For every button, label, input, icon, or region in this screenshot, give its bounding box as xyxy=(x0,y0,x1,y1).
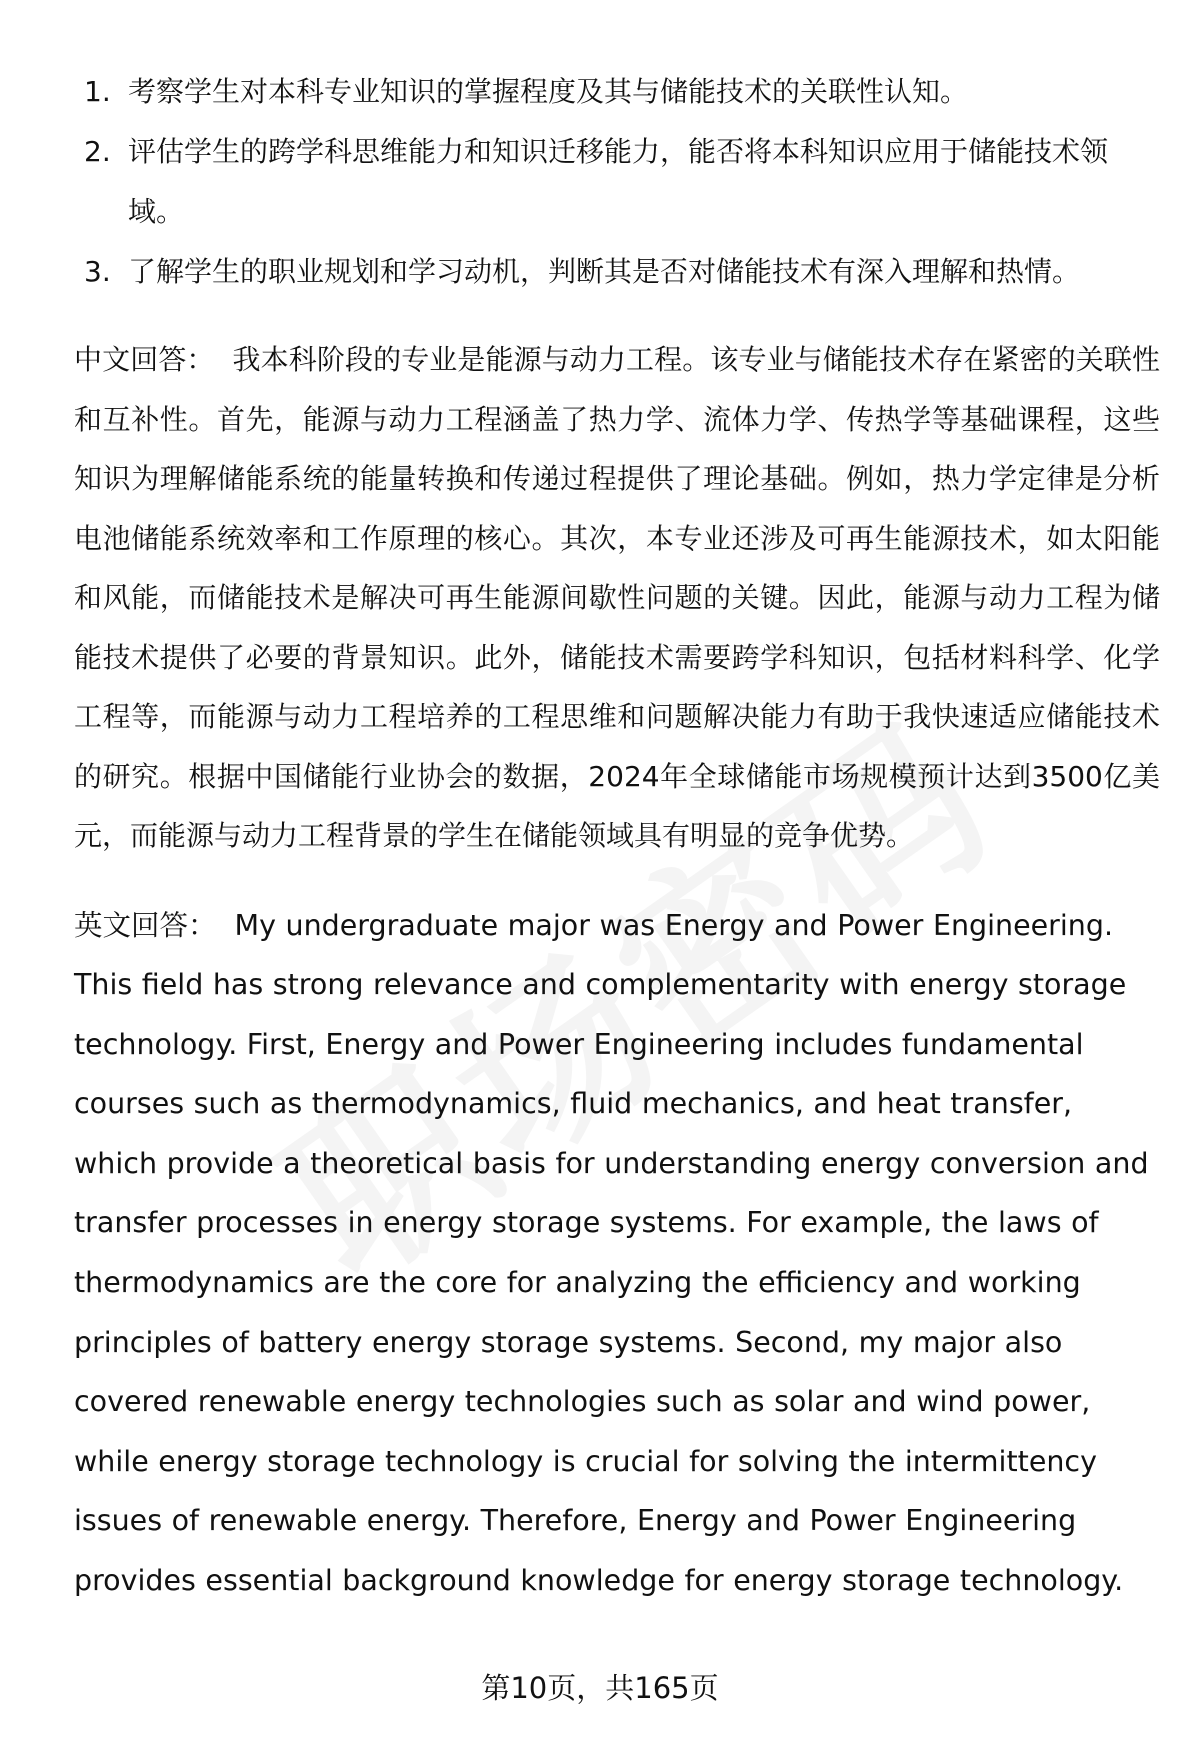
list-item xyxy=(74,62,1160,122)
english-answer-paragraph xyxy=(74,896,1160,1611)
list-item xyxy=(74,122,1160,242)
page-indicator: 第10页，共165页 xyxy=(481,1671,719,1705)
evaluation-points-list xyxy=(74,62,1160,302)
chinese-answer-text: 我本科阶段的专业是能源与动力工程。该专业与储能技术存在紧密的关联性和互补性。首先，能源与动力工程涵盖了热力学、流体力学、传热学等基础课程，这些知识为理解储能系统的能量转换和传递过程提供了理论基础。例如，热力学定律是分析电池储能系统效率和工作原理的核心。其次，本专业还涉及可再生能源技术，如太阳能和风能，而储能技术是解决可再生能源间歇性问题的关键。因此，能源与动力工程为储能技术提供了必要的背景知识。此外，储能技术需要跨学科知识，包括材料科学、化学工程等，而能源与动力工程培养的工程思维和问题解决能力有助于我快速适应储能技术的研究。根据中国储能行业协会的数据，2024年全球储能市场规模预计达到3500亿美元，而能源与动力工程背景的学生在储能领域具有明显的竞争优势。 xyxy=(74,343,1160,852)
english-answer-label: 英文回答： xyxy=(74,908,217,942)
list-item-number: 2. xyxy=(84,135,111,168)
chinese-answer-paragraph xyxy=(74,330,1160,866)
english-answer-text: My undergraduate major was Energy and Power Engineering. This field has strong relevance and complementarity with energy storage technology. First, Energy and Power Engineering includes fundamental courses such as thermodynamics, fluid mechanics, and heat transfer, which provide a theoretical basis for understanding energy conversion and transfer processes in energy storage systems. For example, the laws of thermodynamics are the core for analyzing the efficiency and working principles of battery energy storage systems. Second, my major also covered renewable energy technologies such as solar and wind power, while energy storage technology is crucial for solving the intermittency issues of renewable energy. Therefore, Energy and Power Engineering provides essential background knowledge for energy storage technology. xyxy=(74,908,1149,1598)
chinese-answer-label: 中文回答： xyxy=(74,343,215,376)
list-item-number: 1. xyxy=(84,75,111,108)
list-item-text: 考察学生对本科专业知识的掌握程度及其与储能技术的关联性认知。 xyxy=(128,75,969,108)
list-item-text: 了解学生的职业规划和学习动机，判断其是否对储能技术有深入理解和热情。 xyxy=(128,255,1081,288)
list-item-text: 评估学生的跨学科思维能力和知识迁移能力，能否将本科知识应用于储能技术领域。 xyxy=(128,135,1109,228)
document-content xyxy=(74,62,1160,1611)
list-item xyxy=(74,242,1160,302)
list-item-number: 3. xyxy=(84,255,111,288)
